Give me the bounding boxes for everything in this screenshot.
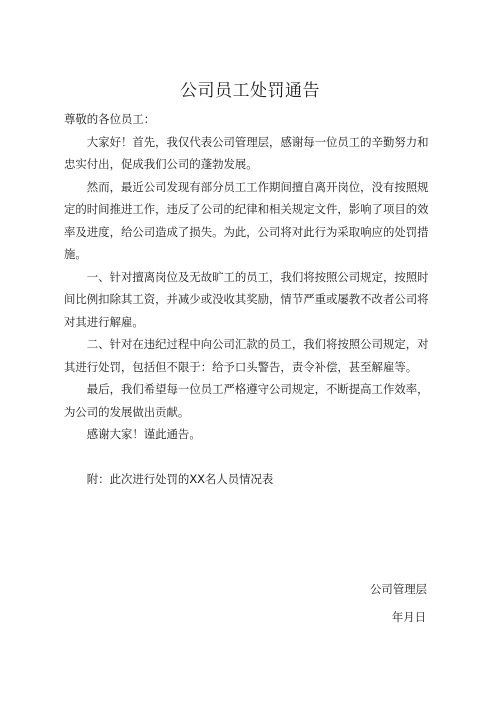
signature-date: 年月日	[391, 610, 426, 624]
salutation: 尊敬的各位员工：	[64, 112, 156, 126]
blank-line	[64, 446, 436, 468]
paragraph-greeting: 大家好！首先，我仅代表公司管理层，感谢每一位员工的辛勤努力和忠实付出，促成我们公司的蓬勃发展。	[64, 134, 429, 171]
signature-organization: 公司管理层	[370, 582, 427, 596]
paragraph-measure-one: 一、针对擅离岗位及无故旷工的员工，我们将按照公司规定，按照时间比例扣除其工资，并减少或没收其奖励，情节严重或屡教不改者公司将对其进行解雇。	[64, 269, 429, 329]
document-body	[64, 108, 436, 490]
paragraph-closing: 最后，我们希望每一位员工严格遵守公司规定，不断提高工作效率，为公司的发展做出贡献。	[64, 382, 429, 419]
attachment-note: 附：此次进行处罚的XX名人员情况表	[86, 471, 274, 486]
paragraph-issue: 然而，最近公司发现有部分员工工作期间擅自离开岗位，没有按照规定的时间推进工作，违反了公司的纪律和相关规定文件，影响了项目的效率及进度，给公司造成了损失。为此，公司将对此行为采取响应的处罚措施。	[64, 179, 429, 261]
paragraph-measure-two: 二、针对在违纪过程中向公司汇款的员工，我们将按照公司规定，对其进行处罚，包括但不限于：给予口头警告，责令补偿，甚至解雇等。	[64, 337, 429, 374]
document-title: 公司员工处罚通告	[180, 81, 320, 101]
paragraph-thanks: 感谢大家！谨此通告。	[86, 427, 201, 441]
